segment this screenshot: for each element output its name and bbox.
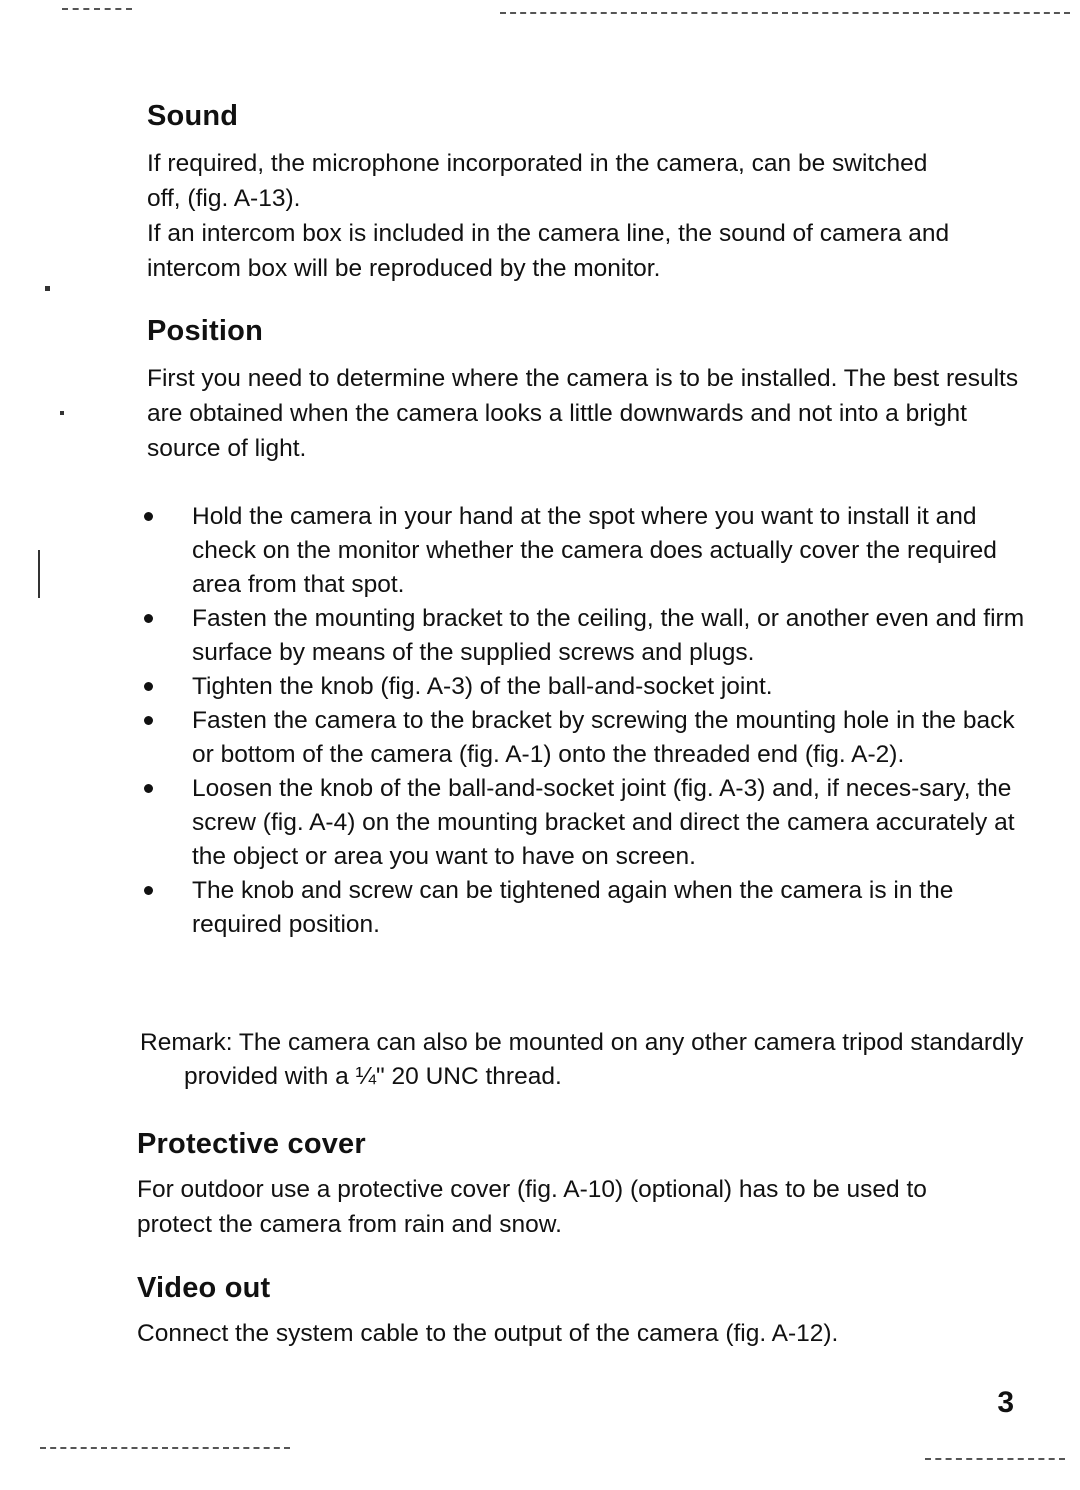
list-item-text: Fasten the camera to the bracket by screwing the mounting hole in the back or bottom of the camera (fig. A-1) onto the threaded end (fig. A-2). bbox=[192, 707, 1015, 768]
sound-paragraph: If an intercom box is included in the camera line, the sound of camera and intercom box will be reproduced by the monitor. bbox=[147, 220, 950, 282]
sound-heading: Sound bbox=[147, 100, 239, 132]
list-item bbox=[140, 670, 1030, 704]
margin-bracket-mark bbox=[38, 550, 40, 598]
bullet-icon bbox=[144, 682, 153, 691]
video-out-heading: Video out bbox=[137, 1272, 271, 1304]
sound-paragraph: If required, the microphone incorporated in the camera, can be switched off, (fig. A-13). bbox=[147, 150, 928, 212]
bullet-icon bbox=[144, 886, 153, 895]
bottom-left-rule bbox=[40, 1447, 290, 1449]
position-heading: Position bbox=[147, 315, 263, 347]
bullet-icon bbox=[144, 716, 153, 725]
bullet-icon bbox=[144, 614, 153, 623]
list-item-text: The knob and screw can be tightened again when the camera is in the required position. bbox=[192, 877, 954, 938]
bottom-right-rule bbox=[925, 1458, 1065, 1460]
bullet-icon bbox=[144, 512, 153, 521]
list-item-text: Loosen the knob of the ball-and-socket joint (fig. A-3) and, if neces-sary, the screw (fig. A-4) on the mounting bracket and direct the camera accurately at the object or area you want to have on screen. bbox=[192, 775, 1015, 870]
protective-cover-text: For outdoor use a protective cover (fig. A-10) (optional) has to be used to protect the camera from rain and snow. bbox=[137, 1176, 927, 1238]
bullet-icon bbox=[144, 784, 153, 793]
list-item bbox=[140, 500, 1030, 602]
top-left-rule bbox=[62, 8, 132, 10]
list-item bbox=[140, 874, 1030, 942]
protective-cover-heading: Protective cover bbox=[137, 1128, 366, 1160]
list-item-text: Tighten the knob (fig. A-3) of the ball-and-socket joint. bbox=[192, 673, 773, 700]
top-right-rule bbox=[500, 12, 1070, 14]
list-item-text: Hold the camera in your hand at the spot where you want to install it and check on the monitor whether the camera does actually cover the required area from that spot. bbox=[192, 503, 997, 598]
margin-mark bbox=[45, 286, 50, 291]
list-item bbox=[140, 602, 1030, 670]
position-intro: First you need to determine where the camera is to be installed. The best results are obtained when the camera looks a little downwards and not into a bright source of light. bbox=[147, 365, 1019, 462]
margin-mark bbox=[60, 411, 64, 415]
list-item-text: Fasten the mounting bracket to the ceiling, the wall, or another even and firm surface by means of the supplied screws and plugs. bbox=[192, 605, 1025, 666]
list-item bbox=[140, 704, 1030, 772]
page-number: 3 bbox=[997, 1386, 1014, 1419]
list-item bbox=[140, 772, 1030, 874]
position-steps-list bbox=[140, 500, 1030, 942]
video-out-text: Connect the system cable to the output of the camera (fig. A-12). bbox=[137, 1320, 839, 1347]
position-remark: Remark: The camera can also be mounted on any other camera tripod standardly provided with a ¼" 20 UNC thread. bbox=[140, 1029, 1024, 1090]
